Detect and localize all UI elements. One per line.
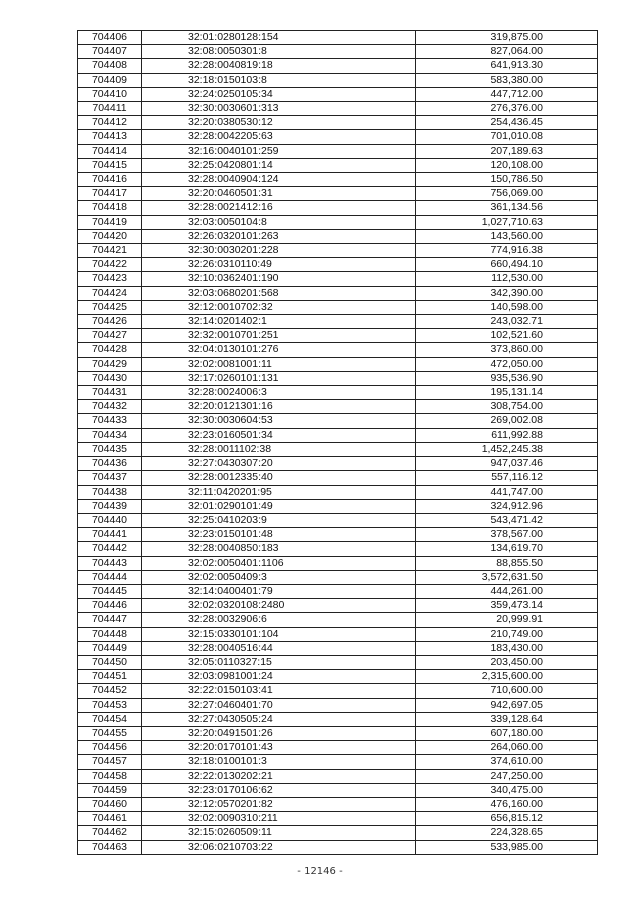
table-row — [78, 826, 598, 840]
amount-cell: 150,786.50 — [416, 173, 598, 187]
cadastral-number-cell: 32:28:0040516:44 — [142, 641, 416, 655]
record-id-cell: 704448 — [78, 627, 142, 641]
record-id-cell: 704410 — [78, 87, 142, 101]
cadastral-number-cell: 32:20:0491501:26 — [142, 726, 416, 740]
amount-cell: 557,116.12 — [416, 471, 598, 485]
cadastral-number-cell: 32:16:0040101:259 — [142, 144, 416, 158]
record-id-cell: 704445 — [78, 584, 142, 598]
table-row — [78, 73, 598, 87]
amount-cell: 935,536.90 — [416, 371, 598, 385]
record-id-cell: 704425 — [78, 300, 142, 314]
record-id-cell: 704436 — [78, 457, 142, 471]
cadastral-number-cell: 32:15:0330101:104 — [142, 627, 416, 641]
cadastral-number-cell: 32:28:0040850:183 — [142, 542, 416, 556]
table-row — [78, 556, 598, 570]
table-row — [78, 584, 598, 598]
amount-cell: 583,380.00 — [416, 73, 598, 87]
record-id-cell: 704412 — [78, 116, 142, 130]
cadastral-number-cell: 32:28:0012335:40 — [142, 471, 416, 485]
table-row — [78, 485, 598, 499]
record-id-cell: 704461 — [78, 812, 142, 826]
record-id-cell: 704446 — [78, 599, 142, 613]
record-id-cell: 704434 — [78, 428, 142, 442]
cadastral-number-cell: 32:25:0420801:14 — [142, 158, 416, 172]
table-row — [78, 542, 598, 556]
record-id-cell: 704443 — [78, 556, 142, 570]
record-id-cell: 704457 — [78, 755, 142, 769]
record-id-cell: 704447 — [78, 613, 142, 627]
record-id-cell: 704442 — [78, 542, 142, 556]
table-row — [78, 400, 598, 414]
cadastral-number-cell: 32:28:0024006:3 — [142, 386, 416, 400]
record-id-cell: 704435 — [78, 442, 142, 456]
cadastral-number-cell: 32:23:0150101:48 — [142, 528, 416, 542]
table-row — [78, 726, 598, 740]
record-id-cell: 704415 — [78, 158, 142, 172]
table-row — [78, 712, 598, 726]
record-id-cell: 704420 — [78, 229, 142, 243]
cadastral-number-cell: 32:05:0110327:15 — [142, 655, 416, 669]
cadastral-number-cell: 32:08:0050301:8 — [142, 45, 416, 59]
table-row — [78, 783, 598, 797]
record-id-cell: 704432 — [78, 400, 142, 414]
amount-cell: 1,027,710.63 — [416, 215, 598, 229]
table-row — [78, 158, 598, 172]
record-id-cell: 704417 — [78, 187, 142, 201]
amount-cell: 701,010.08 — [416, 130, 598, 144]
cadastral-number-cell: 32:11:0420201:95 — [142, 485, 416, 499]
cadastral-number-cell: 32:03:0981001:24 — [142, 670, 416, 684]
amount-cell: 134,619.70 — [416, 542, 598, 556]
cadastral-number-cell: 32:14:0400401:79 — [142, 584, 416, 598]
cadastral-number-cell: 32:26:0310110:49 — [142, 258, 416, 272]
record-id-cell: 704454 — [78, 712, 142, 726]
amount-cell: 947,037.46 — [416, 457, 598, 471]
table-row — [78, 599, 598, 613]
record-id-cell: 704452 — [78, 684, 142, 698]
table-row — [78, 812, 598, 826]
amount-cell: 88,855.50 — [416, 556, 598, 570]
amount-cell: 20,999.91 — [416, 613, 598, 627]
amount-cell: 210,749.00 — [416, 627, 598, 641]
cadastral-number-cell: 32:12:0570201:82 — [142, 797, 416, 811]
table-row — [78, 371, 598, 385]
amount-cell: 207,189.63 — [416, 144, 598, 158]
table-row — [78, 87, 598, 101]
record-id-cell: 704426 — [78, 315, 142, 329]
amount-cell: 472,050.00 — [416, 357, 598, 371]
record-id-cell: 704411 — [78, 102, 142, 116]
cadastral-number-cell: 32:03:0050104:8 — [142, 215, 416, 229]
cadastral-number-cell: 32:25:0410203:9 — [142, 513, 416, 527]
record-id-cell: 704451 — [78, 670, 142, 684]
amount-cell: 942,697.05 — [416, 698, 598, 712]
record-id-cell: 704422 — [78, 258, 142, 272]
cadastral-number-cell: 32:03:0680201:568 — [142, 286, 416, 300]
cadastral-number-cell: 32:27:0460401:70 — [142, 698, 416, 712]
amount-cell: 276,376.00 — [416, 102, 598, 116]
record-id-cell: 704433 — [78, 414, 142, 428]
table-row — [78, 144, 598, 158]
cadastral-number-cell: 32:02:0050401:1106 — [142, 556, 416, 570]
table-row — [78, 329, 598, 343]
record-id-cell: 704453 — [78, 698, 142, 712]
amount-cell: 339,128.64 — [416, 712, 598, 726]
table-row — [78, 698, 598, 712]
amount-cell: 308,754.00 — [416, 400, 598, 414]
amount-cell: 756,069.00 — [416, 187, 598, 201]
amount-cell: 656,815.12 — [416, 812, 598, 826]
table-row — [78, 272, 598, 286]
table-row — [78, 31, 598, 45]
cadastral-number-cell: 32:22:0130202:21 — [142, 769, 416, 783]
amount-cell: 607,180.00 — [416, 726, 598, 740]
table-row — [78, 215, 598, 229]
table-row — [78, 499, 598, 513]
table-row — [78, 769, 598, 783]
amount-cell: 340,475.00 — [416, 783, 598, 797]
cadastral-number-cell: 32:23:0170106:62 — [142, 783, 416, 797]
amount-cell: 243,032.71 — [416, 315, 598, 329]
record-id-cell: 704462 — [78, 826, 142, 840]
table-row — [78, 528, 598, 542]
amount-cell: 324,912.96 — [416, 499, 598, 513]
cadastral-number-cell: 32:10:0362401:190 — [142, 272, 416, 286]
cadastral-number-cell: 32:28:0021412:16 — [142, 201, 416, 215]
table-row — [78, 173, 598, 187]
amount-cell: 342,390.00 — [416, 286, 598, 300]
table-row — [78, 457, 598, 471]
cadastral-number-cell: 32:04:0130101:276 — [142, 343, 416, 357]
record-id-cell: 704421 — [78, 244, 142, 258]
table-row — [78, 45, 598, 59]
record-id-cell: 704414 — [78, 144, 142, 158]
record-id-cell: 704438 — [78, 485, 142, 499]
cadastral-number-cell: 32:01:0280128:154 — [142, 31, 416, 45]
record-id-cell: 704441 — [78, 528, 142, 542]
cadastral-number-cell: 32:30:0030201:228 — [142, 244, 416, 258]
table-row — [78, 840, 598, 854]
cadastral-number-cell: 32:02:0050409:3 — [142, 570, 416, 584]
amount-cell: 1,452,245.38 — [416, 442, 598, 456]
cadastral-number-cell: 32:28:0040819:18 — [142, 59, 416, 73]
table-row — [78, 684, 598, 698]
table-row — [78, 755, 598, 769]
cadastral-number-cell: 32:12:0010702:32 — [142, 300, 416, 314]
table-row — [78, 300, 598, 314]
amount-cell: 374,610.00 — [416, 755, 598, 769]
record-id-cell: 704408 — [78, 59, 142, 73]
table-row — [78, 102, 598, 116]
cadastral-number-cell: 32:27:0430307:20 — [142, 457, 416, 471]
cadastral-number-cell: 32:26:0320101:263 — [142, 229, 416, 243]
cadastral-number-cell: 32:20:0170101:43 — [142, 741, 416, 755]
records-table-body — [78, 31, 598, 855]
amount-cell: 827,064.00 — [416, 45, 598, 59]
cadastral-number-cell: 32:17:0260101:131 — [142, 371, 416, 385]
table-row — [78, 613, 598, 627]
table-row — [78, 655, 598, 669]
table-row — [78, 670, 598, 684]
amount-cell: 611,992.88 — [416, 428, 598, 442]
amount-cell: 447,712.00 — [416, 87, 598, 101]
table-row — [78, 343, 598, 357]
record-id-cell: 704450 — [78, 655, 142, 669]
amount-cell: 112,530.00 — [416, 272, 598, 286]
record-id-cell: 704427 — [78, 329, 142, 343]
amount-cell: 441,747.00 — [416, 485, 598, 499]
record-id-cell: 704406 — [78, 31, 142, 45]
table-row — [78, 258, 598, 272]
record-id-cell: 704423 — [78, 272, 142, 286]
cadastral-number-cell: 32:14:0201402:1 — [142, 315, 416, 329]
table-row — [78, 471, 598, 485]
cadastral-number-cell: 32:02:0081001:11 — [142, 357, 416, 371]
record-id-cell: 704440 — [78, 513, 142, 527]
record-id-cell: 704424 — [78, 286, 142, 300]
record-id-cell: 704456 — [78, 741, 142, 755]
cadastral-number-cell: 32:30:0030604:53 — [142, 414, 416, 428]
cadastral-number-cell: 32:15:0260509:11 — [142, 826, 416, 840]
record-id-cell: 704444 — [78, 570, 142, 584]
table-row — [78, 187, 598, 201]
amount-cell: 3,572,631.50 — [416, 570, 598, 584]
record-id-cell: 704413 — [78, 130, 142, 144]
record-id-cell: 704463 — [78, 840, 142, 854]
cadastral-number-cell: 32:18:0150103:8 — [142, 73, 416, 87]
record-id-cell: 704419 — [78, 215, 142, 229]
cadastral-number-cell: 32:28:0040904:124 — [142, 173, 416, 187]
amount-cell: 224,328.65 — [416, 826, 598, 840]
records-table — [77, 30, 598, 855]
cadastral-number-cell: 32:30:0030601:313 — [142, 102, 416, 116]
cadastral-number-cell: 32:20:0460501:31 — [142, 187, 416, 201]
table-row — [78, 741, 598, 755]
amount-cell: 373,860.00 — [416, 343, 598, 357]
cadastral-number-cell: 32:23:0160501:34 — [142, 428, 416, 442]
record-id-cell: 704416 — [78, 173, 142, 187]
page-number: - 12146 - — [297, 866, 343, 877]
amount-cell: 543,471.42 — [416, 513, 598, 527]
table-row — [78, 627, 598, 641]
table-row — [78, 641, 598, 655]
record-id-cell: 704439 — [78, 499, 142, 513]
amount-cell: 533,985.00 — [416, 840, 598, 854]
table-row — [78, 428, 598, 442]
record-id-cell: 704418 — [78, 201, 142, 215]
record-id-cell: 704455 — [78, 726, 142, 740]
record-id-cell: 704428 — [78, 343, 142, 357]
amount-cell: 102,521.60 — [416, 329, 598, 343]
amount-cell: 140,598.00 — [416, 300, 598, 314]
table-row — [78, 386, 598, 400]
cadastral-number-cell: 32:28:0042205:63 — [142, 130, 416, 144]
table-row — [78, 414, 598, 428]
amount-cell: 359,473.14 — [416, 599, 598, 613]
amount-cell: 378,567.00 — [416, 528, 598, 542]
table-row — [78, 229, 598, 243]
record-id-cell: 704431 — [78, 386, 142, 400]
cadastral-number-cell: 32:02:0320108:2480 — [142, 599, 416, 613]
record-id-cell: 704437 — [78, 471, 142, 485]
record-id-cell: 704449 — [78, 641, 142, 655]
amount-cell: 319,875.00 — [416, 31, 598, 45]
table-row — [78, 201, 598, 215]
cadastral-number-cell: 32:01:0290101:49 — [142, 499, 416, 513]
table-row — [78, 286, 598, 300]
table-row — [78, 797, 598, 811]
amount-cell: 143,560.00 — [416, 229, 598, 243]
record-id-cell: 704430 — [78, 371, 142, 385]
cadastral-number-cell: 32:18:0100101:3 — [142, 755, 416, 769]
table-row — [78, 116, 598, 130]
cadastral-number-cell: 32:20:0121301:16 — [142, 400, 416, 414]
record-id-cell: 704460 — [78, 797, 142, 811]
amount-cell: 361,134.56 — [416, 201, 598, 215]
record-id-cell: 704409 — [78, 73, 142, 87]
amount-cell: 269,002.08 — [416, 414, 598, 428]
cadastral-number-cell: 32:27:0430505:24 — [142, 712, 416, 726]
table-row — [78, 130, 598, 144]
table-row — [78, 315, 598, 329]
amount-cell: 641,913.30 — [416, 59, 598, 73]
amount-cell: 203,450.00 — [416, 655, 598, 669]
table-row — [78, 513, 598, 527]
cadastral-number-cell: 32:02:0090310:211 — [142, 812, 416, 826]
amount-cell: 710,600.00 — [416, 684, 598, 698]
record-id-cell: 704458 — [78, 769, 142, 783]
amount-cell: 183,430.00 — [416, 641, 598, 655]
amount-cell: 195,131.14 — [416, 386, 598, 400]
table-row — [78, 357, 598, 371]
table-row — [78, 442, 598, 456]
cadastral-number-cell: 32:28:0011102:38 — [142, 442, 416, 456]
amount-cell: 444,261.00 — [416, 584, 598, 598]
amount-cell: 254,436.45 — [416, 116, 598, 130]
record-id-cell: 704459 — [78, 783, 142, 797]
table-row — [78, 570, 598, 584]
table-row — [78, 59, 598, 73]
cadastral-number-cell: 32:24:0250105:34 — [142, 87, 416, 101]
cadastral-number-cell: 32:32:0010701:251 — [142, 329, 416, 343]
cadastral-number-cell: 32:06:0210703:22 — [142, 840, 416, 854]
amount-cell: 2,315,600.00 — [416, 670, 598, 684]
record-id-cell: 704429 — [78, 357, 142, 371]
amount-cell: 660,494.10 — [416, 258, 598, 272]
cadastral-number-cell: 32:20:0380530:12 — [142, 116, 416, 130]
amount-cell: 247,250.00 — [416, 769, 598, 783]
record-id-cell: 704407 — [78, 45, 142, 59]
amount-cell: 476,160.00 — [416, 797, 598, 811]
cadastral-number-cell: 32:28:0032906:6 — [142, 613, 416, 627]
amount-cell: 120,108.00 — [416, 158, 598, 172]
cadastral-number-cell: 32:22:0150103:41 — [142, 684, 416, 698]
amount-cell: 264,060.00 — [416, 741, 598, 755]
table-row — [78, 244, 598, 258]
amount-cell: 774,916.38 — [416, 244, 598, 258]
